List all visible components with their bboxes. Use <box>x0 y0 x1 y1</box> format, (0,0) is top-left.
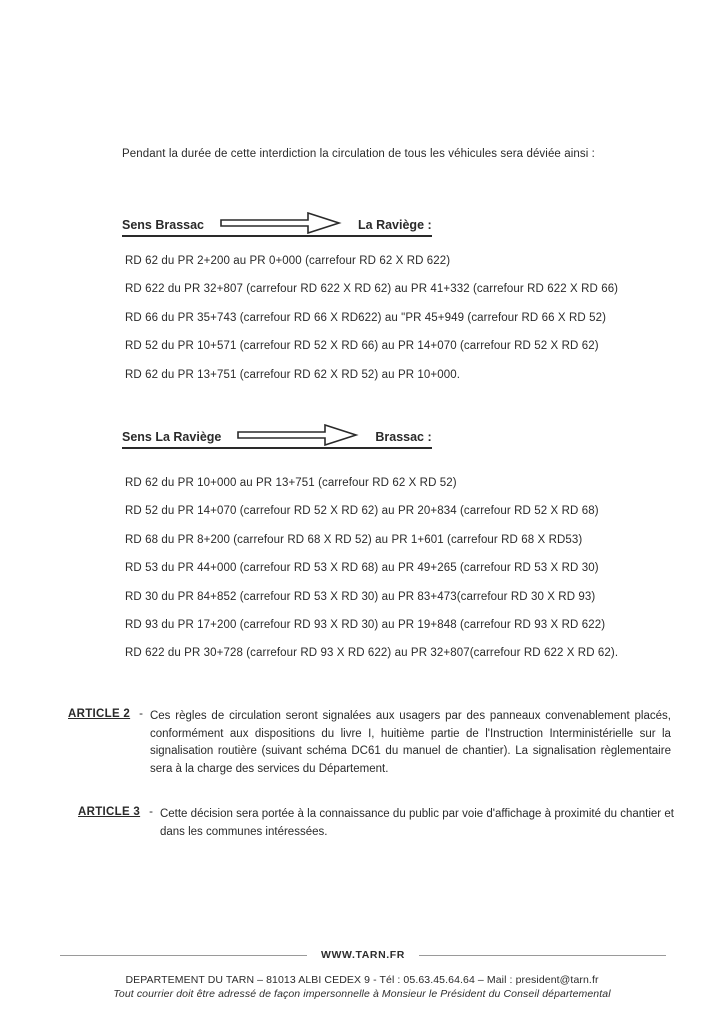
article-3-separator: - <box>149 806 153 818</box>
intro-paragraph: Pendant la durée de cette interdiction la circulation de tous les véhicules sera déviée ainsi : <box>122 148 595 160</box>
route-line: RD 68 du PR 8+200 (carrefour RD 68 X RD 52) au PR 1+601 (carrefour RD 68 X RD53) <box>125 533 583 546</box>
footer-website: WWW.TARN.FR <box>321 949 405 961</box>
route-line: RD 622 du PR 30+728 (carrefour RD 93 X RD 622) au PR 32+807(carrefour RD 622 X RD 62). <box>125 647 619 660</box>
article-3 <box>78 806 674 841</box>
footer-rule-right-line <box>419 955 666 956</box>
article-2-text: Ces règles de circulation seront signalées aux usagers par des panneaux convenablement placés, conformément aux dispositions du livre I, huitième partie de l'Instruction Interministérielle sur la signalisation routière (suivant schéma DC61 du manuel de chantier). La signalisation règlementaire sera à la charge des services du Département. <box>149 710 671 775</box>
direction-from-label: Sens La Raviège <box>122 430 222 444</box>
direction-to-label: La Raviège : <box>358 218 432 232</box>
route-line: RD 622 du PR 32+807 (carrefour RD 622 X RD 62) au PR 41+332 (carrefour RD 622 X RD 66) <box>125 283 619 296</box>
route-line: RD 62 du PR 13+751 (carrefour RD 62 X RD 52) au PR 10+000. <box>125 368 461 381</box>
footer-rule <box>60 949 666 961</box>
footer-rule-left-line <box>60 955 307 956</box>
route-line: RD 30 du PR 84+852 (carrefour RD 53 X RD 30) au PR 83+473(carrefour RD 30 X RD 93) <box>125 590 596 603</box>
direction-from-label: Sens Brassac <box>122 218 205 232</box>
right-arrow-icon <box>220 212 342 234</box>
route-line: RD 93 du PR 17+200 (carrefour RD 93 X RD 30) au PR 19+848 (carrefour RD 93 X RD 622) <box>125 618 606 631</box>
route-line: RD 52 du PR 10+571 (carrefour RD 52 X RD 66) au PR 14+070 (carrefour RD 52 X RD 62) <box>125 340 599 353</box>
route-line: RD 52 du PR 14+070 (carrefour RD 52 X RD 62) au PR 20+834 (carrefour RD 52 X RD 68) <box>125 505 599 518</box>
footer-address: DEPARTEMENT DU TARN – 81013 ALBI CEDEX 9 - Tél : 05.63.45.64.64 – Mail : president@tarn.fr <box>125 974 599 986</box>
direction-heading-brassac-to-raviege <box>122 212 432 237</box>
route-line: RD 62 du PR 2+200 au PR 0+000 (carrefour RD 62 X RD 622) <box>125 255 451 267</box>
route-line: RD 62 du PR 10+000 au PR 13+751 (carrefour RD 62 X RD 52) <box>125 477 457 489</box>
article-2 <box>68 708 671 778</box>
direction-heading-raviege-to-brassac <box>122 424 432 449</box>
route-list-2 <box>125 477 618 676</box>
article-3-label: ARTICLE 3 <box>78 806 141 818</box>
article-2-separator: - <box>139 708 143 720</box>
article-3-text: Cette décision sera portée à la connaissance du public par voie d'affichage à proximité du chantier et dans les communes intéressées. <box>159 808 674 838</box>
footer-notice: Tout courrier doit être adressé de façon impersonnelle à Monsieur le Président du Conseil départemental <box>113 988 611 1000</box>
route-list-1 <box>125 255 618 397</box>
route-line: RD 53 du PR 44+000 (carrefour RD 53 X RD 68) au PR 49+265 (carrefour RD 53 X RD 30) <box>125 562 599 575</box>
direction-to-label: Brassac : <box>375 430 432 444</box>
right-arrow-icon <box>237 424 359 446</box>
route-line: RD 66 du PR 35+743 (carrefour RD 66 X RD622) au "PR 45+949 (carrefour RD 66 X RD 52) <box>125 311 607 324</box>
article-2-label: ARTICLE 2 <box>68 708 131 720</box>
